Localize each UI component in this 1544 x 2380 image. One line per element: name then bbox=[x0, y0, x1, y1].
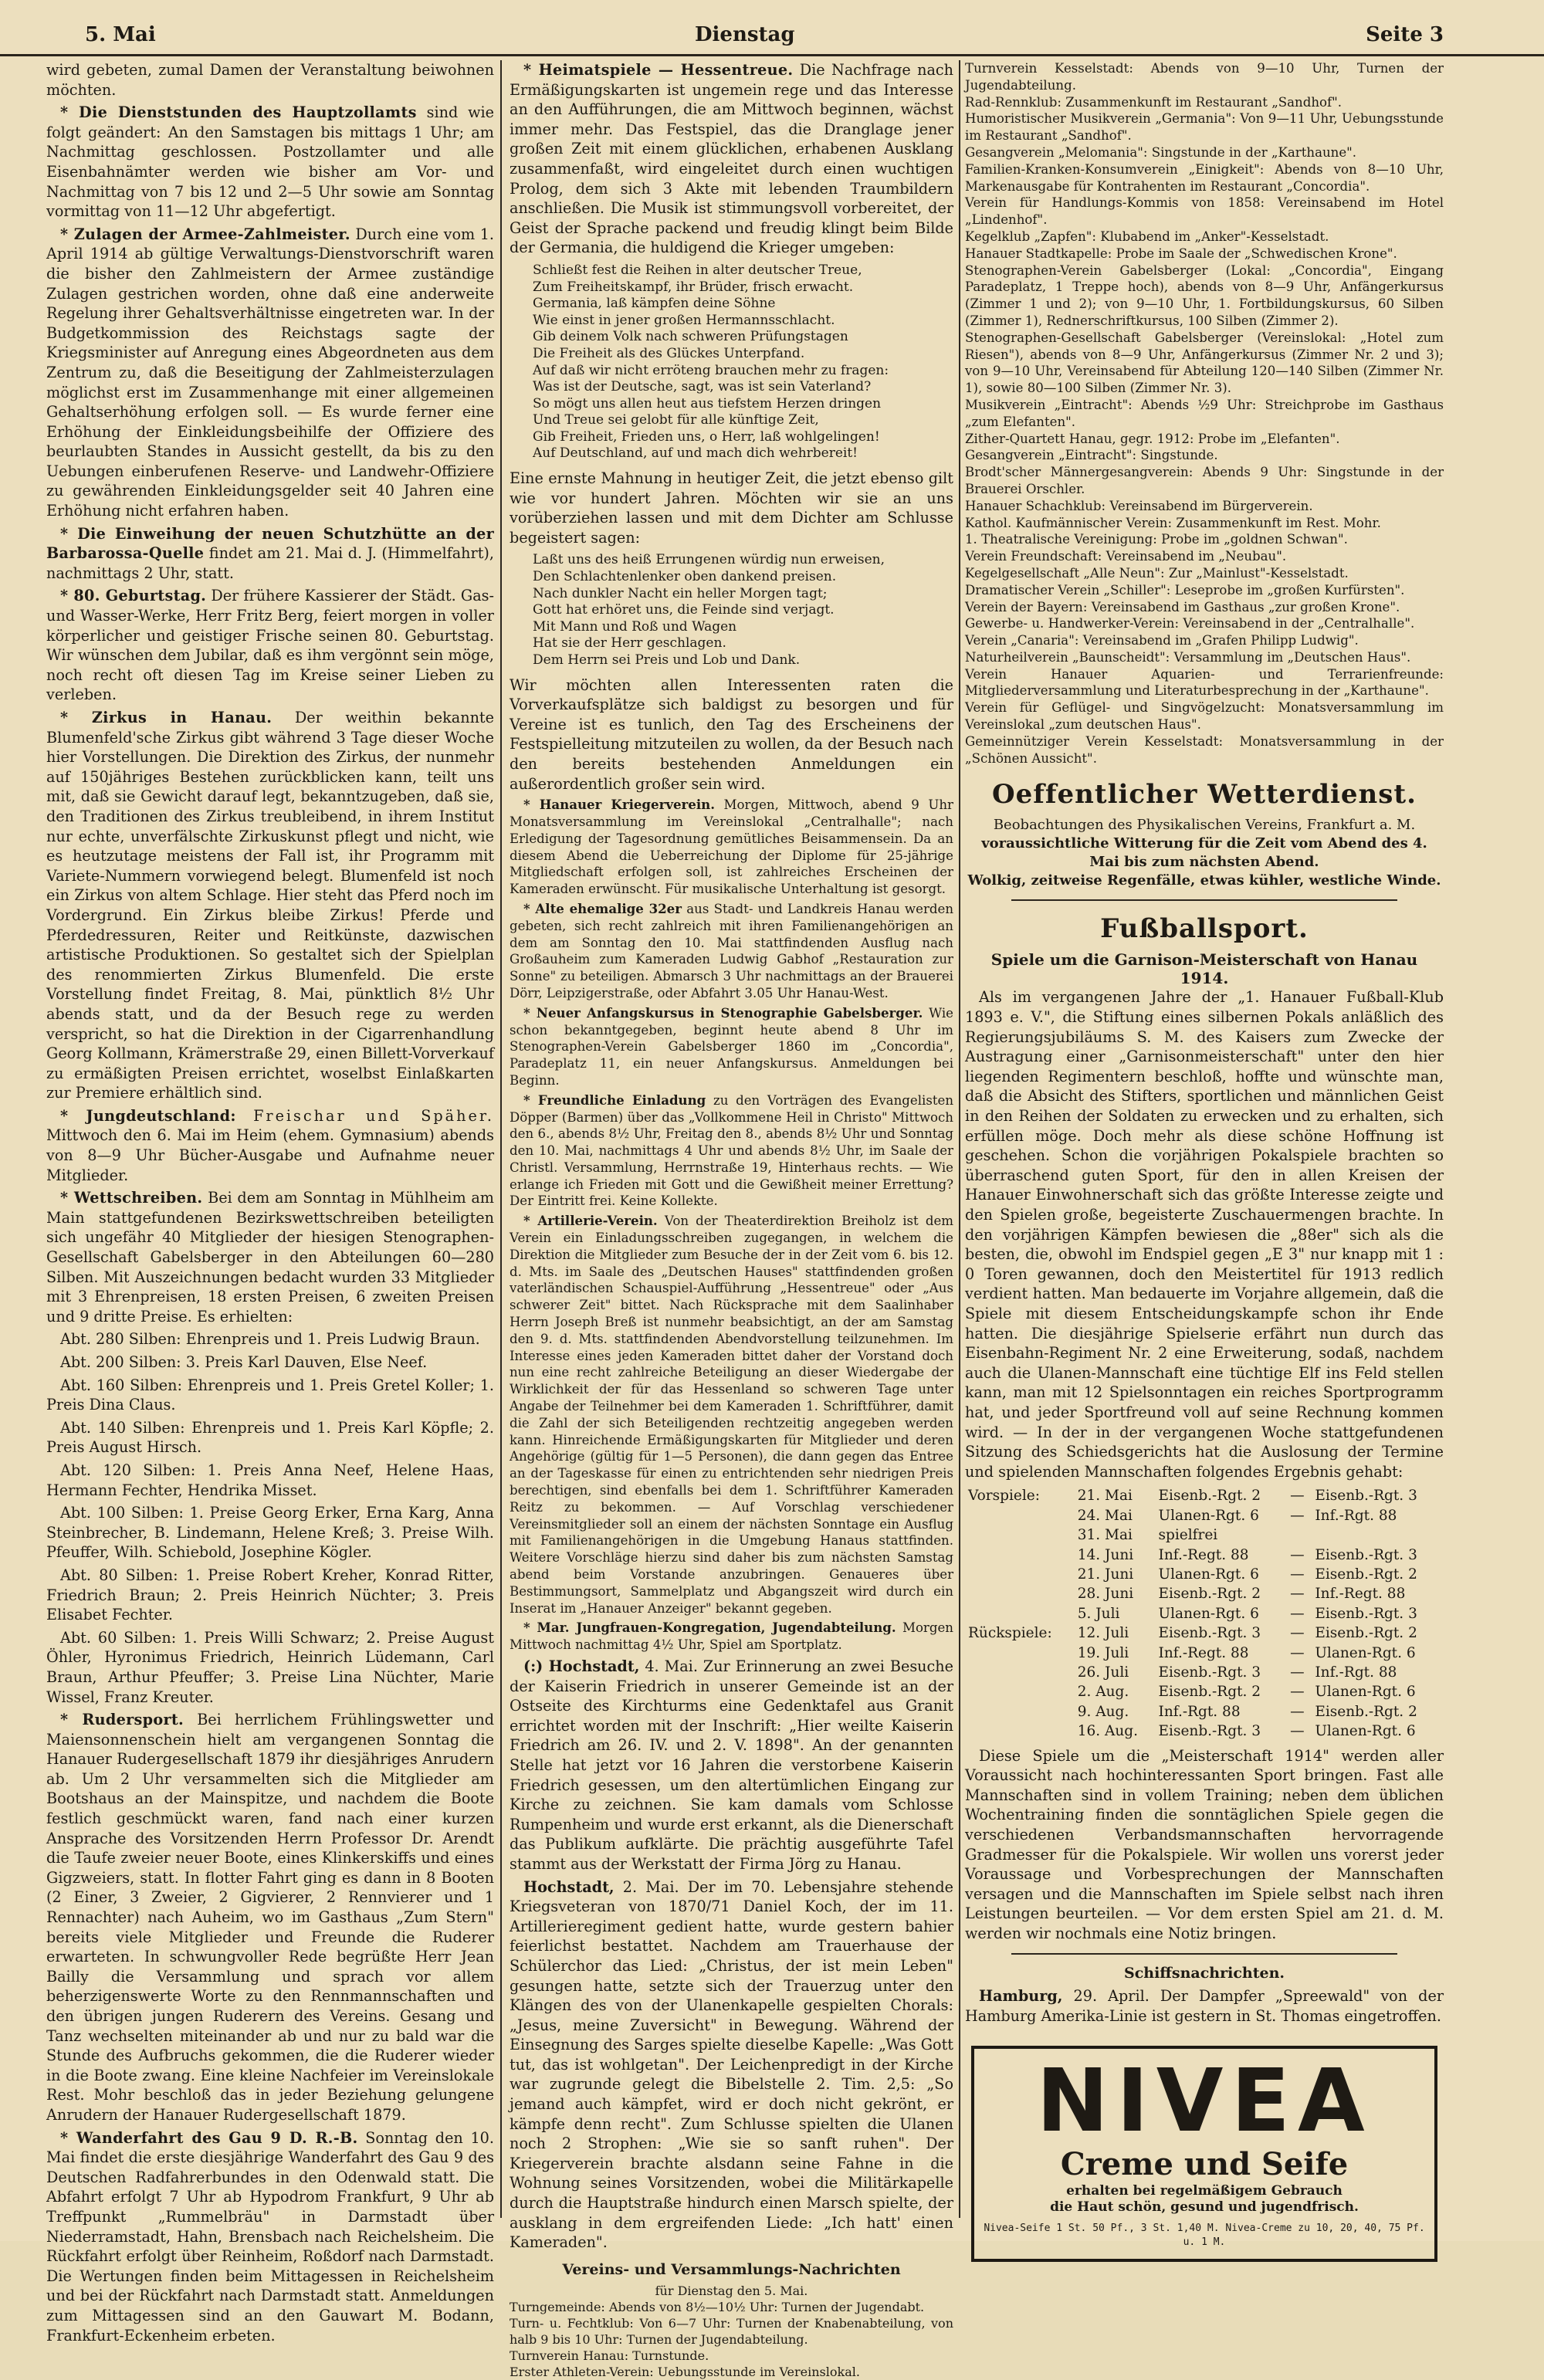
schedule-phase bbox=[965, 1644, 1075, 1663]
club-notice: Verein für Geflügel- und Singvögelzucht: Monatsversammlung im Vereinslokal „zum deutschen Haus". bbox=[965, 700, 1444, 733]
article-text: Von der Theaterdirektion Breiholz ist dem Verein ein Einladungsschreiben zugegangen, in welchem die Direktion die Mitglieder zum Besuche der in der Zeit vom 6. bis 12. d. Mts. im Saale des „Deutschen Hauses" stattfindenden großen vaterländischen Schauspiel-Aufführung „Hessentreue" oder „Aus schwerer Zeit" bittet. Nach Rücksprache mit dem Saalinhaber Herrn Joseph Breß ist nunmehr beabsichtigt, an der am Samstag den 9. d. Mts. stattfindenden Abendvorstellung teilzunehmen. Im Interesse eines jeden Kameraden bittet daher der Vorstand doch nun eine recht zahlreiche Beteiligung an dieser Wiedergabe der Wirklichkeit der für das Hessenland so schweren Tage unter Angabe der Teilnehmer bei dem Kameraden 1. Schriftführer, damit die Zahl der sich Beteiligenden rechtzeitig angegeben werden kann. Hinreichende Ermäßigungskarten für Mitglieder und deren Angehörige (gültig für 1—5 Personen), die dann gegen das Entree an der Tageskasse für einen zu entrichtenden sehr niedrigen Preis berechtigen, sind ebenfalls bei dem 1. Schriftführer Kameraden Reitz zu bekommen. — Auf Vorschlag verschiedener Vereinsmitglieder soll an einem der nächsten Sonntage ein Ausflug mit Familienangehörigen in die Umgebung Hanaus stattfinden. Weitere Vorschläge hierzu sind daher bis zum nächsten Samstag abend beim Vorstande anzubringen. Genaueres über Bestimmungsort, Sammelplatz und Abgangszeit wird durch ein Inserat im „Hanauer Anzeiger" bekannt gegeben. bbox=[510, 1214, 954, 1616]
schedule-team-b: Eisenb.-Rgt. 3 bbox=[1315, 1605, 1417, 1622]
article-heading: * Zirkus in Hanau. bbox=[60, 709, 273, 726]
ship-title: Schiffsnachrichten. bbox=[1123, 1964, 1285, 1982]
article-schutzhuette bbox=[46, 524, 494, 584]
club-notice: Verein für Handlungs-Kommis von 1858: Vereinsabend im Hotel „Lindenhof". bbox=[965, 195, 1444, 228]
page-header bbox=[0, 0, 1544, 56]
small-notices bbox=[510, 797, 953, 1654]
schedule-team-b: Eisenb.-Rgt. 2 bbox=[1315, 1703, 1417, 1720]
club-notice: Zither-Quartett Hanau, gegr. 1912: Probe im „Elefanten". bbox=[965, 431, 1340, 446]
schedule-team-b: Inf.-Rgt. 88 bbox=[1315, 1664, 1397, 1681]
article-heading: * Wanderfahrt des Gau 9 D. R.-B. bbox=[60, 2128, 358, 2147]
vereins-list bbox=[510, 2299, 953, 2380]
schedule-team-a: Ulanen-Rgt. 6 bbox=[1158, 1605, 1259, 1622]
schedule-date: 26. Juli bbox=[1077, 1664, 1129, 1681]
schedule-phase bbox=[965, 1545, 1075, 1565]
schedule-team-a: Eisenb.-Rgt. 2 bbox=[1158, 1488, 1261, 1505]
article-heading: * Mar. Jungfrauen-Kongregation, Jugendabteilung. bbox=[523, 1620, 896, 1636]
schedule-phase bbox=[965, 1663, 1075, 1682]
article-kriegerverein bbox=[510, 797, 953, 898]
column-rule bbox=[959, 60, 960, 2218]
schedule-phase bbox=[965, 1525, 1075, 1545]
schedule-row bbox=[965, 1506, 1444, 1525]
schedule-date: 9. Aug. bbox=[1077, 1703, 1129, 1720]
article-heading: * Wettschreiben. bbox=[60, 1189, 203, 1207]
schedule-dash: — bbox=[1290, 1546, 1305, 1563]
schedule-date: 19. Juli bbox=[1077, 1644, 1129, 1661]
schedule-date: 24. Mai bbox=[1077, 1507, 1133, 1524]
poem-line: Hat sie der Herr geschlagen. bbox=[533, 635, 726, 652]
schedule-dash: — bbox=[1290, 1644, 1305, 1661]
schedule-team-a: Inf.-Regt. 88 bbox=[1158, 1546, 1249, 1563]
ad-price: Nivea-Seife 1 St. 50 Pf., 3 St. 1,40 M. Nivea-Creme zu 10, 20, 40, 75 Pf. u. 1 M. bbox=[984, 2223, 1425, 2249]
schedule-phase bbox=[965, 1604, 1075, 1623]
poem-line: Auf daß wir nicht erröteng brauchen mehr zu fragen: bbox=[533, 362, 889, 378]
article-text: Wie schon bekanntgegeben, beginnt heute abend 8 Uhr im Stenographen-Verein Gabelsberger 1860 im „Concordia", Paradeplatz 11, ein neuer Anfangskursus. Anmeldungen bei Beginn. bbox=[510, 1005, 953, 1088]
article-text: Der weithin bekannte Blumenfeld'sche Zirkus gibt während 3 Tage dieser Woche hier Vorstellungen. Die Direktion des Zirkus, der nunmehr auf 150jähriges Bestehen zurückblicken kann, teilt uns mit, daß sie Gewicht darauf legt, bekanntzugeben, daß sie, den Traditionen des Zirkus treubleibend, in ihrem Institut nur echte, unverfälschte Zirkuskunst pflegt und nicht, wie es heutzutage meistens der Fall ist, ihr Programm mit Variete-Nummern vorwiegend belegt. Blumenfeld ist noch ein Zirkus von altem Schlage. Hier steht das Pferd noch im Vordergrund. Ein Zirkus bleibe Zirkus! Pferde und Pferdedressuren, Reiter und Reitkünste, dazwischen artistische Produktionen. So gestaltet sich der Spielplan des renommierten Zirkus Blumenfeld. Die erste Vorstellung findet Freitag, 8. Mai, pünktlich 8½ Uhr abends statt, und da der Besuch rege zu werden verspricht, so hat die Direktion in der Cigarrenhandlung Georg Kollmann, Krämerstraße 29, einen Billett-Vorverkauf zu ermäßigten Preisen errichtet, woselbst Einlaßkarten zur Premiere erhältlich sind. bbox=[46, 709, 494, 1102]
article-heading: * Rudersport. bbox=[60, 1711, 184, 1729]
vereins-item: Erster Athleten-Verein: Uebungsstunde im Vereinslokal. bbox=[510, 2365, 860, 2380]
schedule-date: 21. Juni bbox=[1077, 1566, 1134, 1583]
ad-tagline: erhalten bei regelmäßigem Gebrauch bbox=[1066, 2183, 1343, 2199]
article-artillerie bbox=[510, 1213, 953, 1617]
award-line: Abt. 160 Silben: Ehrenpreis und 1. Preis Gretel Koller; 1. Preis Dina Claus. bbox=[46, 1376, 494, 1414]
schedule-team-b: Inf.-Regt. 88 bbox=[1315, 1586, 1406, 1603]
club-notice: Gemeinnütziger Verein Kesselstadt: Monatsversammlung in der „Schönen Aussicht". bbox=[965, 733, 1444, 766]
schedule-team-a: Ulanen-Rgt. 6 bbox=[1158, 1507, 1259, 1524]
schedule-phase bbox=[965, 1682, 1075, 1701]
column-rule bbox=[500, 60, 502, 2218]
club-notice: Humoristischer Musikverein „Germania": Von 9—11 Uhr, Uebungsstunde im Restaurant „Sandhof". bbox=[965, 111, 1444, 144]
article-text: 29. April. Der Dampfer „Spreewald" von der Hamburg Amerika-Linie ist gestern in St. Thomas eingetroffen. bbox=[965, 1987, 1444, 2025]
club-notice: Naturheilverein „Baunscheidt": Versammlung im „Deutschen Haus". bbox=[965, 649, 1411, 665]
article-stenographie bbox=[510, 1005, 953, 1089]
schedule-team-b: Eisenb.-Rgt. 3 bbox=[1315, 1488, 1417, 1505]
schedule-team-b: Inf.-Rgt. 88 bbox=[1315, 1507, 1397, 1524]
match-schedule bbox=[965, 1486, 1444, 1741]
schedule-phase bbox=[965, 1584, 1075, 1603]
sport-subtitle: Spiele um die Garnison-Meisterschaft von Hanau 1914. bbox=[990, 950, 1418, 988]
award-line: Abt. 280 Silben: Ehrenpreis und 1. Preis Ludwig Braun. bbox=[60, 1330, 480, 1349]
club-notice: Stenographen-Verein Gabelsberger (Lokal: „Concordia", Eingang Paradeplatz, 1 Treppe hoch), abends von 8—9 Uhr, Anfängerkursus (Zimmer 1 und 2); von 9—10 Uhr, 1. Fortbildungskursus, 60 Silben (Zimmer 1), Rednerschriftkursus, 100 Silben (Zimmer 2). bbox=[965, 262, 1444, 328]
schedule-phase bbox=[965, 1702, 1075, 1722]
article-hochstadt-1 bbox=[510, 1657, 953, 1874]
article-kongregation bbox=[510, 1620, 953, 1654]
article-zirkus bbox=[46, 708, 494, 1103]
poem-line: Den Schlachtenlenker oben dankend preisen. bbox=[533, 569, 837, 585]
schedule-date: 5. Juli bbox=[1077, 1605, 1120, 1622]
article-subheading: Freischar und Späher. bbox=[253, 1106, 494, 1125]
club-notice: Musikverein „Eintracht": Abends ½9 Uhr: Streichprobe im Gasthaus „zum Elefanten". bbox=[965, 397, 1444, 429]
schedule-team-b: Eisenb.-Rgt. 3 bbox=[1315, 1546, 1417, 1563]
schedule-dash: — bbox=[1290, 1586, 1305, 1603]
club-notice: Kegelgesellschaft „Alle Neun": Zur „Mainlust"-Kesselstadt. bbox=[965, 565, 1349, 581]
sport-text: Diese Spiele um die „Meisterschaft 1914" werden aller Voraussicht nach hochinteressanten Sport bringen. Fast alle Mannschaften sind in vollem Training; neben dem üblichen Wochentraining finden die sonntäglichen Spiele gegen die verschiedenen Verbandsmannschaften hervorragende Gradmesser für die Pokalspiele. Wir wollen uns vorerst jeder Voraussage und Vorbesprechungen der Mannschaften versagen und die Mannschaften im Spiele selbst nach ihren Leistungen beurteilen. — Vor dem ersten Spiel am 21. d. M. werden wir nochmals eine Notiz bringen. bbox=[965, 1746, 1444, 1942]
poem-line: Gib deinem Volk nach schweren Prüfungstagen bbox=[533, 329, 848, 345]
schedule-dash: — bbox=[1290, 1605, 1305, 1622]
schedule-row bbox=[965, 1644, 1444, 1663]
section-divider bbox=[1011, 899, 1397, 901]
sport-title: Fußballsport. bbox=[1100, 913, 1309, 945]
schedule-phase: Vorspiele: bbox=[968, 1488, 1040, 1505]
article-zollamt bbox=[46, 103, 494, 222]
award-line: Abt. 120 Silben: 1. Preis Anna Neef, Helene Haas, Hermann Fechter, Hendrika Misset. bbox=[46, 1461, 494, 1499]
article-heading: * Artillerie-Verein. bbox=[523, 1213, 658, 1229]
article-heading: * Hanauer Kriegerverein. bbox=[523, 797, 715, 813]
article-text: Eine ernste Mahnung in heutiger Zeit, die jetzt ebenso gilt wie vor hundert Jahren. Möchten wir sie an uns vorüberziehen lassen und mit dem Dichter am Schlusse begeistert sagen: bbox=[510, 469, 953, 547]
article-hochstadt-2 bbox=[510, 1877, 953, 2253]
schedule-row bbox=[965, 1604, 1444, 1623]
schedule-row bbox=[965, 1722, 1444, 1741]
schedule-team-b: Ulanen-Rgt. 6 bbox=[1315, 1644, 1416, 1661]
club-notice: Gesangverein „Melomania": Singstunde in der „Karthaune". bbox=[965, 144, 1357, 160]
article-text: Die Nachfrage nach Ermäßigungskarten ist ungemein rege und das Interesse an den Aufführungen, die am Mittwoch beginnen, wächst immer mehr. Das Festspiel, das die Dranglage jener großen Zeit mit einem glücklichen, erhabenen Ausklang zusammenfaßt, wird eingeleitet durch einen wuchtigen Prolog, dem sich 3 Akte mit lebenden Traumbildern anschließen. Die Musik ist stimmungsvoll vorbereitet, der Geist der Sprache packend und freudig klingt beim Bilde der Germania, die huldigend die Krieger umgeben: bbox=[510, 61, 953, 257]
schedule-dash: — bbox=[1290, 1723, 1305, 1740]
article-text: Morgen Mittwoch nachmittag 4½ Uhr, Spiel am Sportplatz. bbox=[510, 1620, 953, 1653]
article-text: 4. Mai. Zur Erinnerung an zwei Besuche der Kaiserin Friedrich in unserer Gemeinde ist an der Ostseite des Kirchturms eine Gedenktafel aus Granit errichtet worden mit der Inschrift: „Hier weilte Kaiserin Friedrich am 26. IV. und 2. V. 1898". An der genannten Stelle hat jetzt vor 16 Jahren die verstorbene Kaiserin Friedrich gesessen, um den altertümlichen Eingang zur Kirche zu zeichnen. Sie kam damals vom Schlosse Rumpenheim und wurde erst erkannt, als die Dienerschaft das Publikum aufklärte. Die prächtig ausgeführte Tafel stammt aus der Werkstatt der Firma Jörg zu Hanau. bbox=[510, 1657, 953, 1873]
schedule-phase bbox=[965, 1565, 1075, 1584]
article-wettschreiben bbox=[46, 1188, 494, 1326]
poem-line: Wie einst in jener großen Hermannsschlacht. bbox=[533, 312, 835, 328]
article-heading: * Jungdeutschland: bbox=[60, 1106, 236, 1125]
schedule-dash: — bbox=[1290, 1566, 1305, 1583]
poem-line: Mit Mann und Roß und Wagen bbox=[533, 618, 737, 635]
schedule-dash: — bbox=[1290, 1488, 1305, 1505]
schedule-team-a: Eisenb.-Rgt. 3 bbox=[1158, 1723, 1261, 1740]
schedule-dash: — bbox=[1290, 1625, 1305, 1642]
schedule-team-b: Eisenb.-Rgt. 2 bbox=[1315, 1625, 1417, 1642]
article-text: Bei herrlichem Frühlingswetter und Maiensonnenschein hielt am vergangenen Sonntag die Hanauer Rudergesellschaft 1879 ihr diesjähriges Anrudern ab. Um 2 Uhr versammelten sich die Mitglieder am Bootshaus an der Mainspitze, und nachdem die Boote festlich geschmückt waren, fand nach einer kurzen Ansprache des Vorsitzenden Herrn Professor Dr. Arendt die Taufe zweier neuer Boote, eines Klinkerskiffs und eines Gigzweiers, statt. In flotter Fahrt ging es dann in 8 Booten (2 Einer, 3 Zweier, 2 Gigvierer, 2 Rennvierer und 1 Rennachter) nach Auheim, wo im Gasthaus „Zum Stern" bereits viele Mitglieder und Freunde die Ruderer erwarteten. In schwungvoller Rede begrüßte Herr Jean Bailly die Versammlung und sprach vor allem beherzigenswerte Worte zu den Rennmannschaften und den übrigen jungen Ruderern des Vereins. Gesang und Tanz wechselten miteinander ab und nur zu bald war die Stunde des Aufbruchs gekommen, die die Ruderer wieder in die Boote zwang. Eine kleine Nachfeier im Vereinslokale Rest. Mohr beschloß das in jeder Beziehung gelungene Anrudern der Hanauer Rudergesellschaft 1879. bbox=[46, 1711, 494, 2124]
club-notice: Kegelklub „Zapfen": Klubabend im „Anker"-Kesselstadt. bbox=[965, 229, 1329, 244]
award-line: Abt. 60 Silben: 1. Preis Willi Schwarz; 2. Preise August Öhler, Hyronimus Friedrich, Heinrich Lüdemann, Carl Braun, Arthur Pfeuffer; 3. Preise Lina Nüchter, Marie Wissel, Franz Kreuter. bbox=[46, 1628, 494, 1706]
poem-line: Was ist der Deutsche, sagt, was ist sein Vaterland? bbox=[533, 379, 872, 395]
club-notices bbox=[965, 60, 1444, 767]
schedule-date: 28. Juni bbox=[1077, 1586, 1134, 1603]
schedule-dash bbox=[1287, 1525, 1312, 1545]
ad-tagline: die Haut schön, gesund und jugendfrisch. bbox=[1050, 2199, 1359, 2216]
club-notice: Brodt'scher Männergesangverein: Abends 9 Uhr: Singstunde in der Brauerei Orschler. bbox=[965, 465, 1444, 496]
poem-2 bbox=[533, 552, 953, 669]
article-heading: * Freundliche Einladung bbox=[523, 1092, 706, 1108]
schedule-team-a: Eisenb.-Rgt. 3 bbox=[1158, 1625, 1261, 1642]
article-32er bbox=[510, 901, 953, 1002]
article-text: aus Stadt- und Landkreis Hanau werden gebeten, sich recht zahlreich mit ihren Familienangehörigen an dem am Sonntag den 10. Mai stattfindenden Ausflug nach Großauheim zum Kameraden Ludwig Gabhof „Restauration zur Sonne" zu beteiligen. Abmarsch 3 Uhr nachmittags an der Brauerei Dörr, Leipzigerstraße, oder Abfahrt 3.05 Uhr Hanau-West. bbox=[510, 901, 954, 1000]
schedule-date: 31. Mai bbox=[1077, 1527, 1133, 1544]
schedule-date: 14. Juni bbox=[1077, 1546, 1134, 1563]
article-heading: * Zulagen der Armee-Zahlmeister. bbox=[60, 225, 350, 243]
schedule-team-b bbox=[1312, 1525, 1444, 1545]
sport-text: Als im vergangenen Jahre der „1. Hanauer Fußball-Klub 1893 e. V.", die Stiftung eines silbernen Pokals anläßlich des Regierungsjubiläums S. M. des Kaisers zum Zwecke der Austragung einer „Garnisonmeisterschaft" unter den hier liegenden Regimentern beschloß, hoffte und wünschte man, daß die Absicht des Stifters, sportlichen und männlichen Geist in den Reihen der Soldaten zu erwecken und zu erhalten, sich erfüllen möge. Doch mehr als diese schöne Hoffnung ist geschehen. Schon die vorjährigen Pokalspiele brachten so überraschend guten Sport, für den in allen Kreisen der Hanauer Einwohnerschaft sich das größte Interesse zeigte und den Spielen große, begeisterte Zuschauermengen brachte. In den vorjährigen Kämpfen bewiesen die „88er" sich als die besten, die, obwohl im Endspiel gegen „E 3" nur knapp mit 1 : 0 Toren gewannen, doch den Meistertitel für 1913 redlich verdient hatten. Man bedauerte im Vorjahre allgemein, daß die Spiele mit diesem Entscheidungskampfe schon ihr Ende hatten. Die diesjährige Spielserie erfährt nun durch das Eisenbahn-Regiment Nr. 2 eine Erweiterung, sodaß, nachdem auch die Ulanen-Mannschaft eine tüchtige Elf ins Feld stellen kann, man mit 12 Spielsonntagen ein reiches Sportprogramm hat, und jeder Sportfreund voll auf seine Rechnung kommen wird. — In der in der vergangenen Woche stattgefundenen Sitzung des Schiedsgerichts hat die Auslosung der Termine und spielenden Mannschaften folgendes Ergebnis gehabt: bbox=[965, 988, 1444, 1481]
schedule-phase bbox=[965, 1722, 1075, 1741]
article-geburtstag bbox=[46, 586, 494, 705]
article-einladung bbox=[510, 1092, 953, 1210]
poem-line: Schließt fest die Reihen in alter deutscher Treue, bbox=[533, 262, 862, 278]
poem-line: Nach dunkler Nacht ein heller Morgen tagt; bbox=[533, 585, 828, 601]
ship-news bbox=[965, 1986, 1444, 2026]
club-notice: Familien-Kranken-Konsumverein „Einigkeit": Abends von 8—10 Uhr, Markenausgabe für Kontrahenten im Restaurant „Concordia". bbox=[965, 161, 1444, 194]
schedule-row bbox=[965, 1545, 1444, 1565]
club-notice: Verein Hanauer Aquarien- und Terrarienfreunde: Mitgliederversammlung und Literaturbesprechung in der „Karthaune". bbox=[965, 666, 1444, 699]
club-notice: Dramatischer Verein „Schiller": Leseprobe im „großen Kurfürsten". bbox=[965, 582, 1405, 598]
schedule-team-a: Inf.-Regt. 88 bbox=[1158, 1644, 1249, 1661]
poem-line: Auf Deutschland, auf und mach dich wehrbereit! bbox=[533, 445, 858, 462]
nivea-advertisement bbox=[971, 2046, 1437, 2262]
article-heading: * 80. Geburtstag. bbox=[60, 587, 207, 605]
schedule-row bbox=[965, 1663, 1444, 1682]
article-text: sind wie folgt geändert: An den Samstagen bis mittags 1 Uhr; am Nachmittag geschlossen. Postzollamter und alle Eisenbahnämter werden wie bisher am Vor- und Nachmittag von 7 bis 12 und 2—5 Uhr sowie am Sonntag vormittag von 11—12 Uhr abgefertigt. bbox=[46, 103, 494, 221]
article-text: findet am 21. Mai d. J. (Himmelfahrt), nachmittags 2 Uhr, statt. bbox=[46, 544, 494, 582]
schedule-team-b: Ulanen-Rgt. 6 bbox=[1315, 1723, 1416, 1740]
schedule-dash: — bbox=[1290, 1664, 1305, 1681]
schedule-row bbox=[965, 1565, 1444, 1584]
schedule-row bbox=[965, 1486, 1444, 1505]
article-text: Durch eine vom 1. April 1914 ab gültige Verwaltungs-Dienstvorschrift waren die bisher den Zahlmeistern der Armee zuständige Zulagen gestrichen worden, ohne daß eine anderweite Regelung ihrer Gehaltsverhältnisse eingetreten war. In der Budgetkommission des Reichstags sagte der Kriegsminister auf Anregung eines Abgeordneten aus dem Zentrum zu, daß die Beseitigung der Zahlmeisterzulagen möglichst erst im Zusammenhange mit einer allgemeinen Gehaltserhöhung erfolgen soll. — Es wurde ferner eine Erhöhung der Einkleidungsbeihilfe der Offiziere des beurlaubten Standes in Aussicht gestellt, da bis zu den Uebungen einberufenen Reserve- und Landwehr-Offiziere zu gewährenden Einkleidungsgelder seit 40 Jahren eine Erhöhung nicht erfahren haben. bbox=[46, 225, 494, 520]
column-2 bbox=[510, 60, 954, 2380]
schedule-row bbox=[965, 1623, 1444, 1643]
poem-line: Laßt uns des heiß Errungenen würdig nun erweisen, bbox=[533, 552, 885, 568]
weather-period: voraussichtliche Witterung für die Zeit vom Abend des 4. Mai bis zum nächsten Abend. bbox=[981, 835, 1427, 871]
club-notice: Verein Freundschaft: Vereinsabend im „Neubau". bbox=[965, 549, 1287, 564]
article-zahlmeister bbox=[46, 225, 494, 521]
header-weekday: Dienstag bbox=[695, 23, 795, 46]
poem-line: So mögt uns allen heut aus tiefstem Herzen dringen bbox=[533, 395, 882, 411]
vereins-subtitle: für Dienstag den 5. Mai. bbox=[655, 2284, 808, 2299]
article-jungdeutschland bbox=[46, 1106, 494, 1185]
schedule-dash: — bbox=[1290, 1703, 1305, 1720]
schedule-team-b: Eisenb.-Rgt. 2 bbox=[1315, 1566, 1417, 1583]
article-text: Bei dem am Sonntag in Mühlheim am Main stattgefundenen Bezirkswettschreiben beteiligten sich ungefähr 40 Mitglieder der hiesigen Stenographen-Gesellschaft Gabelsberger in den Abteilungen 60—280 Silben. Mit Auszeichnungen bedacht wurden 33 Mitglieder mit 3 Ehrenpreisen, 18 ersten Preisen, 6 zweiten Preisen und 9 dritte Preise. Es erhielten: bbox=[46, 1189, 494, 1325]
schedule-row bbox=[965, 1525, 1444, 1545]
vereins-item: Turn- u. Fechtklub: Von 6—7 Uhr: Turnen der Knabenabteilung, von halb 9 bis 10 Uhr: Turnen der Jugendabteilung. bbox=[510, 2316, 953, 2348]
club-notice: Hanauer Schachklub: Vereinsabend im Bürgerverein. bbox=[965, 498, 1313, 513]
award-line: Abt. 140 Silben: Ehrenpreis und 1. Preis Karl Köpfle; 2. Preis August Hirsch. bbox=[46, 1418, 494, 1457]
schedule-date: 12. Juli bbox=[1077, 1625, 1129, 1642]
article-heading: * Heimatspiele — Hessentreue. bbox=[523, 61, 794, 79]
schedule-team-a: Eisenb.-Rgt. 2 bbox=[1158, 1586, 1261, 1603]
weather-title: Oeffentlicher Wetterdienst. bbox=[992, 779, 1417, 811]
article-rudersport bbox=[46, 1710, 494, 2124]
poem-line: Germania, laß kämpfen deine Söhne bbox=[533, 296, 776, 312]
schedule-row bbox=[965, 1702, 1444, 1722]
article-text: Sonntag den 10. Mai findet die erste diesjährige Wanderfahrt des Gau 9 des Deutschen Radfahrerbundes in den Odenwald statt. Die Abfahrt erfolgt 7 Uhr ab Hypodrom Frankfurt, 9 Uhr ab Treffpunkt „Rummelbräu" in Darmstadt über Niederramstadt, Hahn, Brensbach nach Reichelsheim. Die Rückfahrt erfolgt über Reinheim, Roßdorf nach Darmstadt. Die Wertungen finden beim Mittagessen in Reichelsheim und bei der Rückfahrt nach Darmstadt statt. Anmeldungen zum Mittagessen sind an den Gauwart M. Bodann, Frankfurt-Eckenheim erbeten. bbox=[46, 2128, 494, 2344]
award-line: Abt. 200 Silben: 3. Preis Karl Dauven, Else Neef. bbox=[60, 1353, 428, 1371]
schedule-team-a: Ulanen-Rgt. 6 bbox=[1158, 1566, 1259, 1583]
article-heimatspiele bbox=[510, 60, 953, 258]
vereins-title: Vereins- und Versammlungs-Nachrichten bbox=[562, 2260, 901, 2278]
header-date: 5. Mai bbox=[85, 23, 156, 46]
club-notice: Rad-Rennklub: Zusammenkunft im Restaurant „Sandhof". bbox=[965, 94, 1343, 110]
article-text: zu den Vorträgen des Evangelisten Döpper (Barmen) über das „Vollkommene Heil in Christo" Mittwoch den 6., abends 8½ Uhr, Freitag den 8., abends 8½ Uhr und Sonntag den 10. Mai, nachmittags 4 Uhr und abends 8½ Uhr, im Saale der Christl. Versammlung, Herrnstraße 19, Hinterhaus rechts. — Wie erlange ich Frieden mit Gott und die Gewißheit meiner Errettung? Der Eintritt frei. Keine Kollekte. bbox=[510, 1092, 954, 1209]
poem-line: Die Freiheit als des Glückes Unterpfand. bbox=[533, 345, 805, 361]
schedule-team-a: spielfrei bbox=[1158, 1527, 1218, 1544]
schedule-row bbox=[965, 1682, 1444, 1701]
column-1 bbox=[46, 60, 494, 2344]
section-divider bbox=[1011, 1953, 1397, 1955]
poem-1 bbox=[533, 262, 953, 462]
club-notice: Turnverein Kesselstadt: Abends von 9—10 Uhr, Turnen der Jugendabteilung. bbox=[965, 61, 1444, 93]
schedule-phase bbox=[965, 1506, 1075, 1525]
club-notice: Stenographen-Gesellschaft Gabelsberger (Vereinslokal: „Hotel zum Riesen"), abends von 8—9 Uhr, Anfängerkursus (Zimmer Nr. 2 und 3); von 9—10 Uhr, Vereinsabend für Abteilung 120—140 Silben (Zimmer Nr. 1), sowie 80—100 Silben (Zimmer Nr. 3). bbox=[965, 330, 1444, 396]
article-heading: * Neuer Anfangskursus in Stenographie Gabelsberger. bbox=[523, 1004, 923, 1021]
schedule-date: 16. Aug. bbox=[1077, 1723, 1139, 1740]
schedule-date: 21. Mai bbox=[1077, 1488, 1133, 1505]
article-heading: * Alte ehemalige 32er bbox=[523, 900, 682, 916]
article-heading: (:) Hochstadt, bbox=[523, 1657, 640, 1675]
article-text: wird gebeten, zumal Damen der Veranstaltung beiwohnen möchten. bbox=[46, 61, 494, 99]
club-notice: Kathol. Kaufmännischer Verein: Zusammenkunft im Rest. Mohr. bbox=[965, 515, 1381, 530]
award-line: Abt. 100 Silben: 1. Preise Georg Erker, Erna Karg, Anna Steinbrecher, B. Lindemann, Helene Kreß; 3. Preise Wilh. Pfeuffer, Wilh. Schiebold, Josephine Kögler. bbox=[46, 1504, 494, 1562]
article-heading: Hochstadt, bbox=[523, 1877, 615, 1896]
club-notice: Verein der Bayern: Vereinsabend im Gasthaus „zur großen Krone". bbox=[965, 599, 1400, 614]
schedule-dash: — bbox=[1290, 1507, 1305, 1524]
vereins-item: Turnverein Hanau: Turnstunde. bbox=[510, 2348, 709, 2364]
schedule-team-b: Ulanen-Rgt. 6 bbox=[1315, 1684, 1416, 1701]
schedule-phase: Rückspiele: bbox=[968, 1625, 1052, 1642]
weather-subtitle: Beobachtungen des Physikalischen Vereins, Frankfurt a. M. bbox=[993, 817, 1416, 834]
club-notice: Verein „Canaria": Vereinsabend im „Grafen Philipp Ludwig". bbox=[965, 633, 1359, 648]
ad-product: Creme und Seife bbox=[1060, 2146, 1349, 2183]
article-text: Morgen, Mittwoch, abend 9 Uhr Monatsversammlung im Vereinslokal „Centralhalle"; nach Erledigung der Tagesordnung gemütliches Beisammensein. Da an diesem Abend die Ueberreichung der Diplome für 25-jährige Mitgliedschaft erfolgen soll, ist zahlreiches Erscheinen der Kameraden erwünscht. Für musikalische Unterhaltung ist gesorgt. bbox=[510, 797, 953, 897]
vereins-item: Turngemeinde: Abends von 8½—10½ Uhr: Turnen der Jugendabt. bbox=[510, 2300, 925, 2315]
article-text: Mittwoch den 6. Mai im Heim (ehem. Gymnasium) abends von 8—9 Uhr Bücher-Ausgabe und Aufnahme neuer Mitglieder. bbox=[46, 1126, 494, 1184]
club-notice: Hanauer Stadtkapelle: Probe im Saale der „Schwedischen Krone". bbox=[965, 245, 1397, 261]
article-heading: Hamburg, bbox=[979, 1987, 1063, 2006]
schedule-dash: — bbox=[1290, 1684, 1305, 1701]
poem-line: Gib Freiheit, Frieden uns, o Herr, laß wohlgelingen! bbox=[533, 428, 880, 445]
article-text: Der frühere Kassierer der Städt. Gas- und Wasser-Werke, Herr Fritz Berg, feiert morgen in voller körperlicher und geistiger Frische seinen 80. Geburtstag. Wir wünschen dem Jubilar, daß es ihm vergönnt sein möge, noch recht oft diesen Tag im Kreise seiner Lieben zu verleben. bbox=[46, 587, 494, 704]
club-notice: Gesangverein „Eintracht": Singstunde. bbox=[965, 448, 1218, 463]
poem-line: Zum Freiheitskampf, ihr Brüder, frisch erwacht. bbox=[533, 279, 854, 295]
schedule-team-a: Eisenb.-Rgt. 2 bbox=[1158, 1684, 1261, 1701]
schedule-row bbox=[965, 1584, 1444, 1603]
article-text: 2. Mai. Der im 70. Lebensjahre stehende Kriegsveteran von 1870/71 Daniel Koch, der im 11. Artillerieregiment gedient hatte, wurde gestern bahier feierlichst bestattet. Nachdem am Trauerhause der Schülerchor das Lied: „Christus, der ist mein Leben" gesungen hatte, setzte sich der Trauerzug unter den Klängen des von der Ulanenkapelle gespielten Chorals: „Jesus, meine Zuversicht" in Bewegung. Während der Einsegnung des Sarges spielte dieselbe Kapelle: „Was Gott tut, das ist wohlgetan". Der Leichenpredigt in der Kirche war zugrunde gelegt die Bibelstelle 2. Tim. 2,5: „So jemand auch kämpfet, wird er doch nicht gekrönt, er kämpfe denn recht". Zum Schlusse spielten die Ulanen noch 2 Strophen: „Wie sie so sanft ruhen". Der Kriegerverein brachte alsdann seine Fahne in die Wohnung seines Vorsitzenden, wobei die Militärkapelle durch die Hauptstraße hindurch einen Marsch spielte, der ausklang in dem ergreifenden Liede: „Ich hatt' einen Kameraden". bbox=[510, 1877, 953, 2252]
ad-brand: NIVEA bbox=[1036, 2051, 1373, 2152]
article-heading: * Die Einweihung der neuen Schutzhütte an der Barbarossa-Quelle bbox=[46, 524, 494, 563]
column-3 bbox=[965, 60, 1444, 2249]
club-notice: 1. Theatralische Vereinigung: Probe im „goldnen Schwan". bbox=[965, 532, 1348, 547]
schedule-team-a: Eisenb.-Rgt. 3 bbox=[1158, 1664, 1261, 1681]
schedule-team-a: Inf.-Rgt. 88 bbox=[1158, 1703, 1241, 1720]
article-wanderfahrt bbox=[46, 2128, 494, 2346]
article-heading: * Die Dienststunden des Hauptzollamts bbox=[60, 103, 417, 122]
weather-forecast: Wolkig, zeitweise Regenfälle, etwas kühler, westliche Winde. bbox=[967, 872, 1441, 889]
poem-line: Gott hat erhöret uns, die Feinde sind verjagt. bbox=[533, 602, 835, 618]
article-text: Wir möchten allen Interessenten raten die Vorverkaufsplätze sich baldigst zu besorgen und für Vereine ist es tunlich, den Tag des Erscheinens der Festspielleitung mitzuteilen zu wollen, da der Besuch nach den bereits bestehenden Anmeldungen ein außerordentlich großer sein wird. bbox=[510, 675, 953, 793]
poem-line: Dem Herrn sei Preis und Lob und Dank. bbox=[533, 652, 801, 668]
award-line: Abt. 80 Silben: 1. Preise Robert Kreher, Konrad Ritter, Friedrich Braun; 2. Preis Heinrich Nüchter; 3. Preis Elisabet Fechter. bbox=[46, 1566, 494, 1624]
poem-line: Und Treue sei gelobt für alle künftige Zeit, bbox=[533, 412, 819, 428]
club-notice: Gewerbe- u. Handwerker-Verein: Vereinsabend in der „Centralhalle". bbox=[965, 616, 1415, 631]
schedule-date: 2. Aug. bbox=[1077, 1684, 1129, 1701]
header-page-number: Seite 3 bbox=[1366, 23, 1444, 46]
